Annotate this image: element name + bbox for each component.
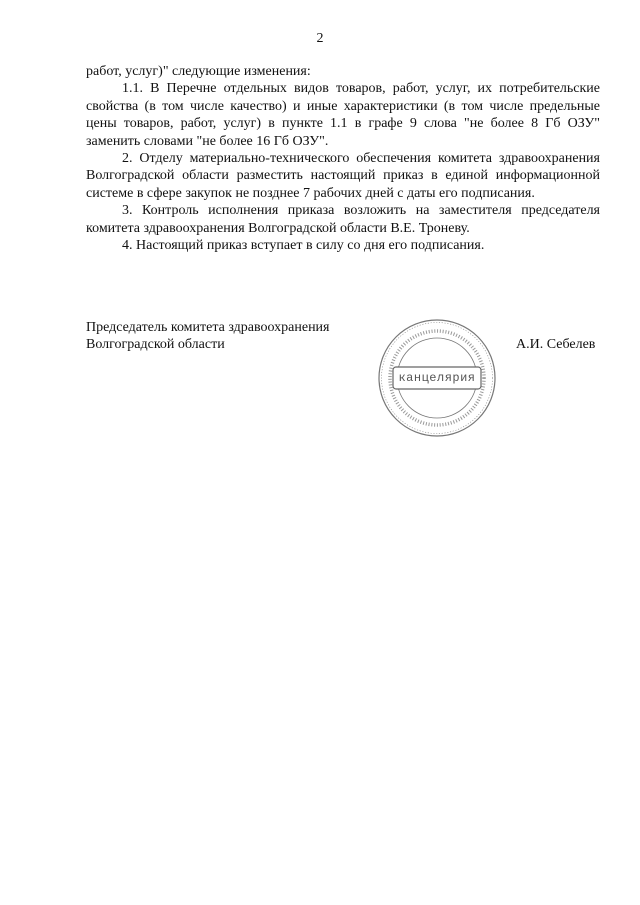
paragraph-4: 4. Настоящий приказ вступает в силу со дня его подписания. [122,238,485,254]
document-body [86,63,600,254]
paragraph-1-1: 1.1. В Перечне отдельных видов товаров, работ, услуг, их потребительские свойства (в том числе качество) и иные характеристики (в том числе предельные цены товаров, работ, услуг) в пункте 1.1 в графе 9 слова "не более 8 Гб ОЗУ" заменить словами "не более 16 Гб ОЗУ". [86,81,600,149]
paragraph-2: 2. Отделу материально-технического обеспечения комитета здравоохранения Волгоградской области разместить настоящий приказ в единой информационной системе в сфере закупок не позднее 7 рабочих дней с даты его подписания. [86,151,600,201]
paragraph-continuation: работ, услуг)" следующие изменения: [86,64,311,79]
signature-title-line-1: Председатель комитета здравоохранения [86,320,330,335]
paragraph-3: 3. Контроль исполнения приказа возложить на заместителя председателя комитета здравоохранения Волгоградской области В.Е. Троневу. [86,203,600,236]
stamp-label: канцелярия [398,371,476,385]
signature-title-line-2: Волгоградской области [86,337,225,353]
signature-title [86,319,376,354]
page-number: 2 [316,31,324,46]
office-stamp [376,317,498,439]
signatory-name: А.И. Себелев [516,337,596,352]
